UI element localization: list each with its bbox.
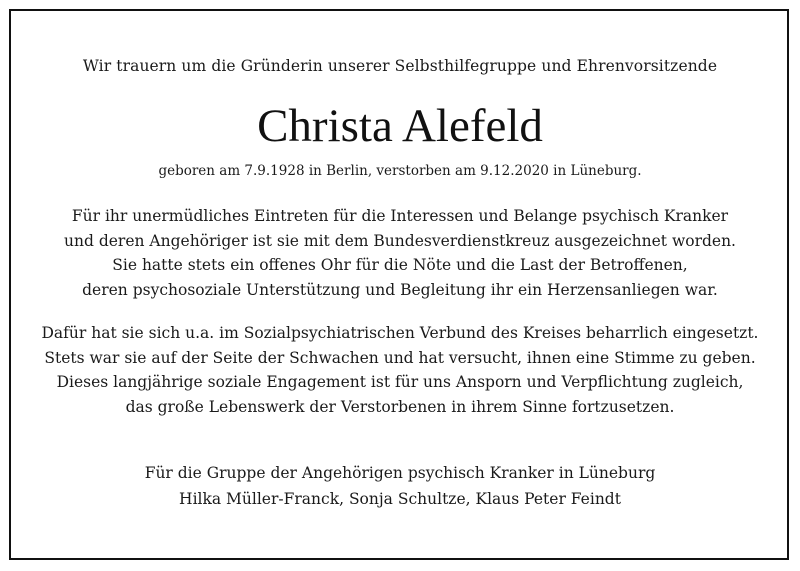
closing-group: Für die Gruppe der Angehörigen psychisch Kranker in Lüneburg [144, 464, 656, 482]
tribute-paragraph-2 [0, 321, 800, 420]
life-dates: geboren am 7.9.1928 in Berlin, verstorben am 9.12.2020 in Lüneburg. [158, 163, 642, 179]
closing-signature [0, 460, 800, 512]
deceased-name: Christa Alefeld [257, 100, 543, 152]
paragraph-line: Für ihr unermüdliches Eintreten für die Interessen und Belange psychisch Kranker [71, 207, 729, 225]
paragraph-line: deren psychosoziale Unterstützung und Begleitung ihr ein Herzensanliegen war. [82, 281, 718, 300]
paragraph-line: das große Lebenswerk der Verstorbenen in ihrem Sinne fortzusetzen. [125, 398, 675, 417]
paragraph-line: Stets war sie auf der Seite der Schwachen und hat versucht, ihnen eine Stimme zu geben. [44, 348, 756, 367]
tribute-paragraph-1 [0, 204, 800, 303]
closing-signatories: Hilka Müller-Franck, Sonja Schultze, Klaus Peter Feindt [179, 490, 621, 508]
paragraph-line: Dieses langjährige soziale Engagement ist für uns Ansporn und Verpflichtung zugleich, [56, 373, 744, 392]
intro-line: Wir trauern um die Gründerin unserer Selbsthilfegruppe und Ehrenvorsitzende [82, 57, 718, 75]
paragraph-line: und deren Angehöriger ist sie mit dem Bundesverdienstkreuz ausgezeichnet worden. [64, 231, 736, 250]
paragraph-line: Dafür hat sie sich u.a. im Sozialpsychiatrischen Verbund des Kreises beharrlich eingesetzt. [41, 324, 759, 342]
paragraph-line: Sie hatte stets ein offenes Ohr für die Nöte und die Last der Betroffenen, [112, 256, 688, 275]
